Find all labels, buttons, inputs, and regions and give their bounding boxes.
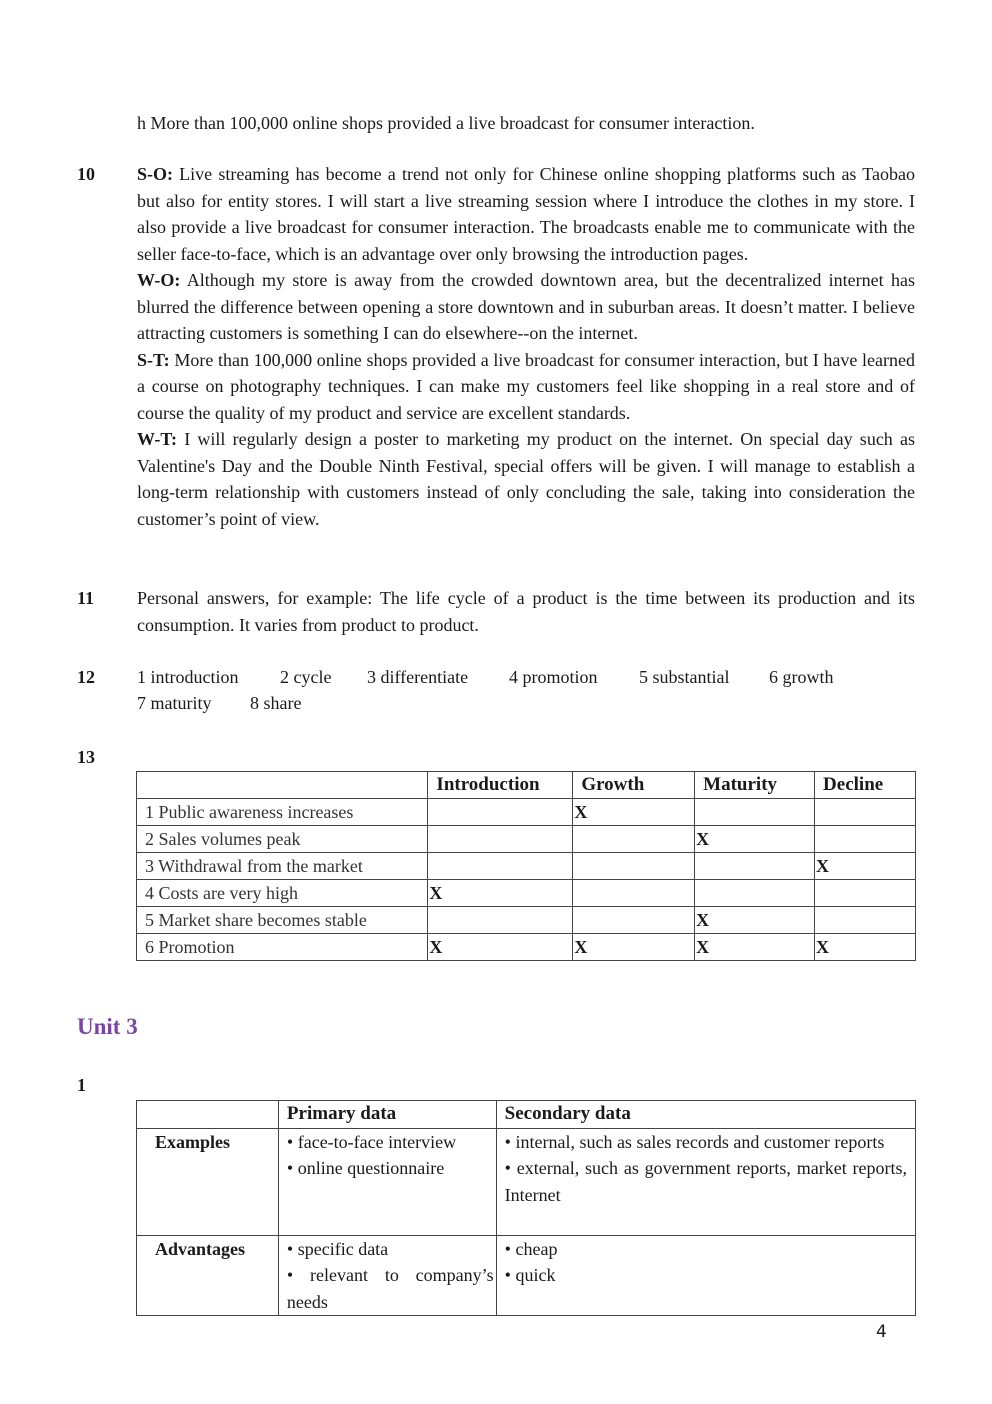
- row-label: 4 Costs are very high: [137, 880, 428, 907]
- mark-cell: X: [695, 826, 815, 853]
- table-header-cell: [137, 772, 428, 799]
- mark-cell: [573, 880, 695, 907]
- list-item: • cheap: [504, 1238, 558, 1259]
- mark-cell: [815, 799, 916, 826]
- answer-item: 6 growth: [769, 667, 834, 687]
- mark-cell: X: [695, 934, 815, 961]
- data-types-table: [136, 1100, 916, 1316]
- table-header-cell: Decline: [815, 772, 916, 799]
- row-label: 2 Sales volumes peak: [137, 826, 428, 853]
- mark-cell: X: [428, 934, 573, 961]
- list-item: • external, such as government reports, market reports, Internet: [504, 1158, 907, 1205]
- question-13-number: 13: [77, 747, 95, 767]
- so-text: Live streaming has become a trend not only for Chinese online shopping platforms such as Taobao but also for entity stores. I will start a live streaming session where I introduce the clothes in my store. I also provide a live broadcast for consumer interaction. The broadcasts enable me to communicate with the seller face-to-face, which is an advantage over only browsing the introduction pages.: [137, 164, 915, 264]
- wt-label: W-T:: [137, 429, 177, 449]
- mark-cell: X: [573, 934, 695, 961]
- advantages-secondary-cell: [496, 1235, 915, 1316]
- mark-cell: X: [695, 907, 815, 934]
- list-item: • specific data: [286, 1238, 389, 1259]
- wo-label: W-O:: [137, 270, 181, 290]
- table-row: [137, 799, 916, 826]
- table-row: [137, 826, 916, 853]
- mark-cell: [815, 880, 916, 907]
- mark-cell: X: [815, 934, 916, 961]
- table-row-advantages: [137, 1235, 916, 1316]
- table-header-cell: Primary data: [278, 1101, 496, 1129]
- list-item: • relevant to company’s needs: [286, 1265, 494, 1312]
- mark-cell: [573, 826, 695, 853]
- mark-cell: [428, 853, 573, 880]
- advantages-primary-cell: [278, 1235, 496, 1316]
- mark-cell: [695, 853, 815, 880]
- table-header-cell: [137, 1101, 279, 1129]
- question-11-answer: Personal answers, for example: The life cycle of a product is the time between its production and its consumption. It varies from product to product.: [137, 588, 915, 635]
- unit-heading: Unit 3: [77, 1014, 138, 1039]
- list-item: • online questionnaire: [286, 1158, 445, 1178]
- table-row: [137, 934, 916, 961]
- table-header-row: [137, 772, 916, 799]
- answer-item: 3 differentiate: [367, 667, 469, 687]
- table-header-cell: Growth: [573, 772, 695, 799]
- row-label: 5 Market share becomes stable: [137, 907, 428, 934]
- mark-cell: [695, 799, 815, 826]
- answer-item: 2 cycle: [280, 667, 332, 687]
- answer-item: 4 promotion: [509, 667, 598, 687]
- product-life-cycle-table: [136, 771, 916, 961]
- answer-item: 5 substantial: [639, 667, 730, 687]
- table-row: [137, 853, 916, 880]
- question-10-answer: [137, 161, 915, 532]
- so-paragraph: [137, 161, 915, 267]
- mark-cell: [815, 907, 916, 934]
- intro-line: h More than 100,000 online shops provided a live broadcast for consumer interaction.: [137, 113, 755, 133]
- page-number: 4: [876, 1322, 887, 1342]
- question-10-number: 10: [77, 164, 95, 184]
- row-label: Advantages: [137, 1235, 279, 1316]
- mark-cell: X: [428, 880, 573, 907]
- unit3-question-1-number: 1: [77, 1075, 86, 1095]
- mark-cell: X: [815, 853, 916, 880]
- answer-item: 8 share: [250, 693, 302, 713]
- row-label: Examples: [137, 1128, 279, 1235]
- question-12-number: 12: [77, 667, 95, 687]
- mark-cell: [428, 799, 573, 826]
- table-header-cell: Maturity: [695, 772, 815, 799]
- examples-secondary-cell: [496, 1128, 915, 1235]
- list-item: • quick: [504, 1265, 556, 1285]
- wt-paragraph: [137, 426, 915, 532]
- st-paragraph: [137, 347, 915, 427]
- row-label: 6 Promotion: [137, 934, 428, 961]
- table-header-row: [137, 1101, 916, 1129]
- table-header-cell: Introduction: [428, 772, 573, 799]
- answer-item: 1 introduction: [137, 667, 239, 687]
- mark-cell: [428, 907, 573, 934]
- mark-cell: [573, 853, 695, 880]
- table-row: [137, 907, 916, 934]
- mark-cell: [573, 907, 695, 934]
- mark-cell: [695, 880, 815, 907]
- mark-cell: [428, 826, 573, 853]
- examples-primary-cell: [278, 1128, 496, 1235]
- answer-item: 7 maturity: [137, 693, 212, 713]
- question-11-number: 11: [77, 588, 95, 608]
- so-label: S-O:: [137, 164, 173, 184]
- st-label: S-T:: [137, 349, 170, 370]
- wt-text: I will regularly design a poster to marketing my product on the internet. On special day such as Valentine's Day and the Double Ninth Festival, special offers will be given. I will manage to establish a long-term relationship with customers instead of only concluding the sale, taking into consideration the customer’s point of view.: [137, 429, 916, 529]
- table-header-cell: Secondary data: [496, 1101, 915, 1129]
- row-label: 3 Withdrawal from the market: [137, 853, 428, 880]
- wo-paragraph: [137, 267, 915, 347]
- list-item: • internal, such as sales records and customer reports: [504, 1131, 885, 1152]
- list-item: • face-to-face interview: [286, 1131, 457, 1152]
- table-row: [137, 880, 916, 907]
- mark-cell: X: [573, 799, 695, 826]
- table-row-examples: [137, 1128, 916, 1235]
- wo-text: Although my store is away from the crowded downtown area, but the decentralized internet has blurred the difference between opening a store downtown and in suburban areas. It doesn’t matter. I believe attracting customers is something I can do elsewhere--on the internet.: [137, 270, 916, 343]
- mark-cell: [815, 826, 916, 853]
- st-text: More than 100,000 online shops provided a live broadcast for consumer interaction, but I have learned a course on photography techniques. I can make my customers feel like shopping in a real store and of course the quality of my product and service are excellent standards.: [137, 349, 916, 423]
- row-label: 1 Public awareness increases: [137, 799, 428, 826]
